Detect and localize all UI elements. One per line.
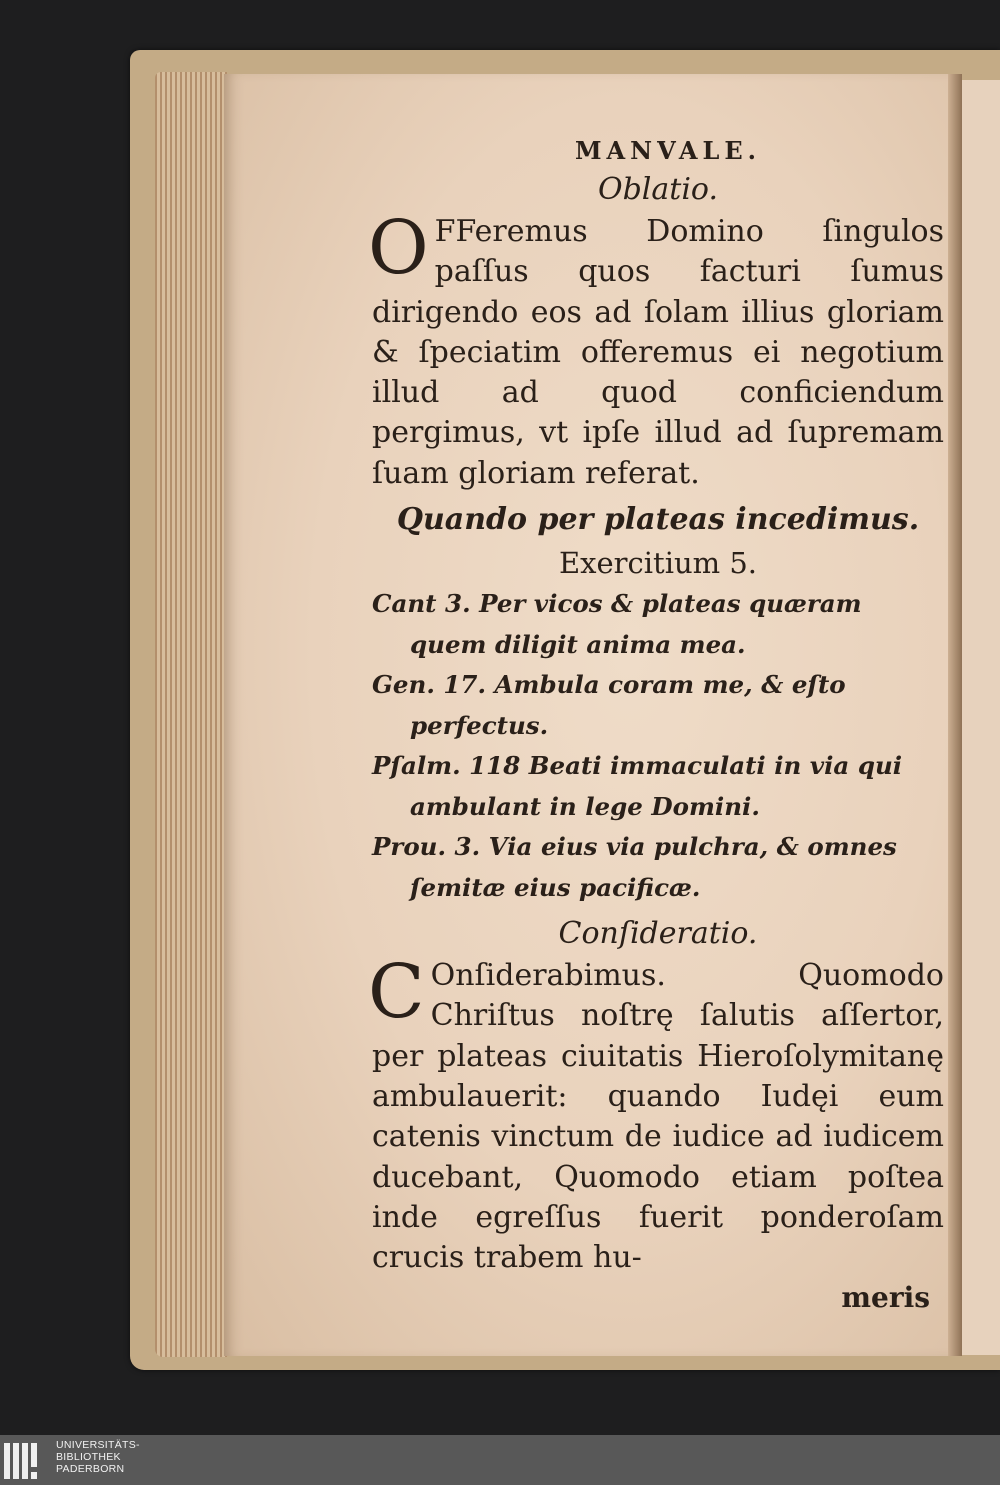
library-name bbox=[56, 1439, 140, 1475]
page-text bbox=[368, 136, 944, 1318]
library-name-line1: UNIVERSITÄTS- bbox=[56, 1439, 140, 1451]
section-heading-oblatio: Oblatio. bbox=[598, 172, 718, 207]
facing-page bbox=[962, 80, 1000, 1355]
book-gutter bbox=[948, 74, 962, 1356]
library-name-line3: PADERBORN bbox=[56, 1463, 125, 1475]
library-name-line2: BIBLIOTHEK bbox=[56, 1451, 121, 1463]
library-footer bbox=[0, 1435, 1000, 1485]
verse-psalm: Pſalm. 118 Beati immaculati in via qui ambulant in lege Domini. bbox=[372, 751, 903, 821]
paragraph-oblatio-text: FFeremus Domino ſingulos paſſus quos facturi ſumus dirigendo eos ad ſolam illius gloriam & ſpeciatim offeremus ei negotium illud ad quod conficiendum pergimus, vt ipſe illud ad ſupremam ſuam gloriam referat. bbox=[372, 214, 944, 491]
running-title: MANVALE. bbox=[574, 136, 762, 165]
subheading-exercitium: Exercitium 5. bbox=[558, 546, 758, 581]
verse-cant: Cant 3. Per vicos & plateas quæram quem diligit anima mea. bbox=[372, 589, 862, 659]
library-logo-icon bbox=[4, 1443, 44, 1479]
dropcap-o: O bbox=[368, 205, 429, 291]
paragraph-oblatio bbox=[368, 205, 944, 494]
page-edges bbox=[155, 72, 227, 1357]
catchword: meris bbox=[841, 1281, 930, 1315]
verse-list bbox=[372, 584, 944, 908]
paragraph-consideratio-text: Onſiderabimus. Quomodo Chriſtus noſtrę ſalutis aſſertor, per plateas ciuitatis Hieroſolymitanę ambulauerit: quando Iudęi eum catenis vinctum de iudice ad iudicem ducebant, Quomodo etiam poſtea inde egreſſus fuerit ponderoſam crucis trabem hu- bbox=[372, 958, 944, 1276]
verse-prou: Prou. 3. Via eius via pulchra, & omnes ſemitæ eius pacificæ. bbox=[372, 832, 897, 902]
verse-gen: Gen. 17. Ambula coram me, & eſto perfectus. bbox=[372, 670, 846, 740]
dropcap-c: C bbox=[368, 949, 425, 1036]
paragraph-consideratio bbox=[368, 949, 944, 1278]
section-heading-plateas: Quando per plateas incedimus. bbox=[396, 502, 920, 538]
section-heading-consideratio: Conſideratio. bbox=[558, 916, 758, 952]
